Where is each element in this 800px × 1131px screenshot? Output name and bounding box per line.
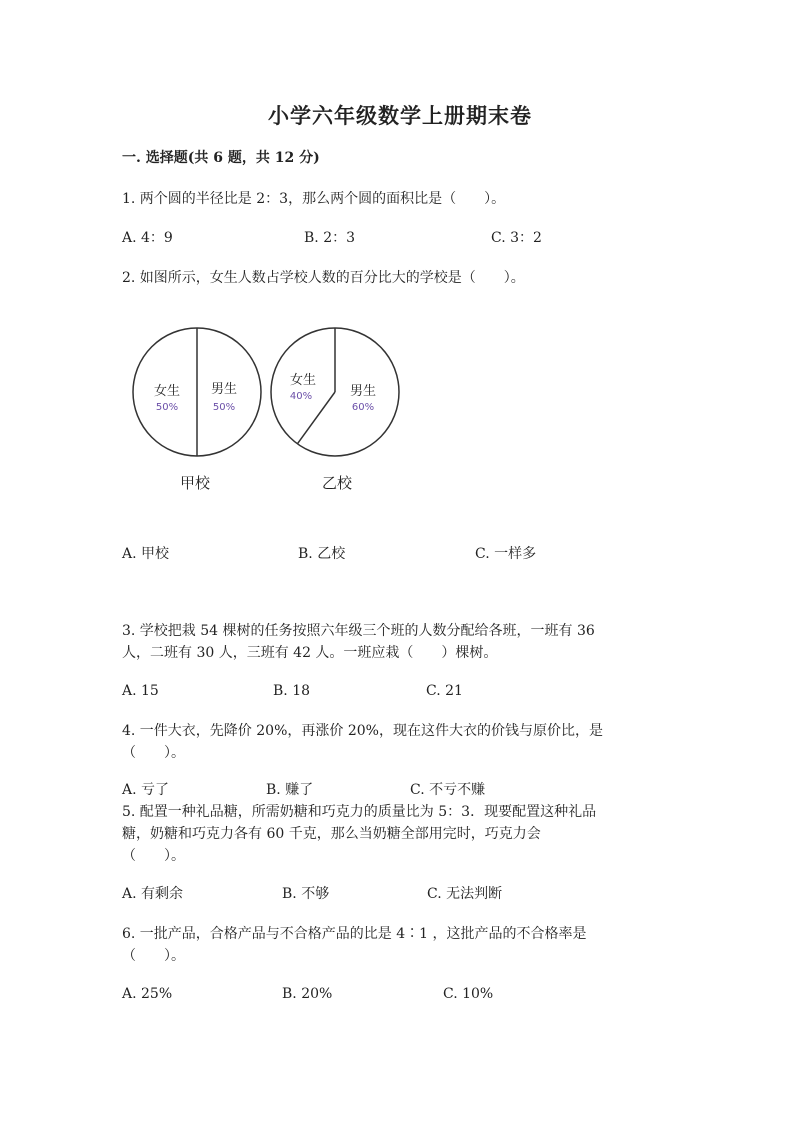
question-5-text-line1: 5. 配置一种礼品糖，所需奶糖和巧克力的质量比为 5：3．现要配置这种礼品 bbox=[122, 804, 597, 820]
question-6-text-line2: （ ）。 bbox=[122, 948, 185, 964]
pie-a-boys-pct: 50% bbox=[212, 402, 236, 413]
question-5-text-line3: （ ）。 bbox=[122, 848, 185, 864]
question-6-option-a[interactable]: A. 25% bbox=[122, 986, 173, 1002]
question-3-text-line2: 人，二班有 30 人，三班有 42 人。一班应栽（ ）棵树。 bbox=[122, 645, 498, 661]
question-2-option-c[interactable]: C. 一样多 bbox=[475, 546, 537, 562]
pie-chart-school-a bbox=[133, 328, 261, 492]
question-6-option-b[interactable]: B. 20% bbox=[282, 986, 333, 1002]
pie-a-girls-label: 女生 bbox=[153, 384, 181, 399]
question-2-text: 2. 如图所示，女生人数占学校人数的百分比大的学校是（ ）。 bbox=[122, 270, 525, 286]
question-5-text-line2: 糖，奶糖和巧克力各有 60 千克，那么当奶糖全部用完时，巧克力会 bbox=[122, 826, 541, 842]
question-3-option-b[interactable]: B. 18 bbox=[273, 683, 311, 699]
page-title: 小学六年级数学上册期末卷 bbox=[268, 103, 532, 128]
question-4-text-line2: （ ）。 bbox=[122, 745, 185, 761]
question-4-option-c[interactable]: C. 不亏不赚 bbox=[410, 782, 486, 798]
question-6-text-line1: 6. 一批产品，合格产品与不合格产品的比是 4∶1 ，这批产品的不合格率是 bbox=[122, 926, 587, 942]
question-4-option-a[interactable]: A. 亏了 bbox=[122, 782, 170, 798]
pie-a-girls-pct: 50% bbox=[155, 402, 179, 413]
question-4-option-b[interactable]: B. 赚了 bbox=[266, 782, 314, 798]
pie-b-girls-label: 女生 bbox=[289, 373, 317, 388]
pie-a-boys-label: 男生 bbox=[210, 382, 238, 397]
pie-b-boys-label: 男生 bbox=[349, 384, 377, 399]
question-1-option-b[interactable]: B. 2：3 bbox=[304, 230, 356, 246]
school-pie-figure bbox=[125, 322, 425, 502]
question-5-option-c[interactable]: C. 无法判断 bbox=[427, 886, 503, 902]
question-1-option-a[interactable]: A. 4：9 bbox=[122, 230, 173, 246]
question-4-text-line1: 4. 一件大衣，先降价 20%，再涨价 20%，现在这件大衣的价钱与原价比，是 bbox=[122, 723, 603, 739]
question-2-option-a[interactable]: A. 甲校 bbox=[122, 546, 170, 562]
pie-a-school-name: 甲校 bbox=[179, 474, 211, 492]
question-3-option-a[interactable]: A. 15 bbox=[122, 683, 159, 699]
question-3-option-c[interactable]: C. 21 bbox=[426, 683, 463, 699]
pie-b-boys-pct: 60% bbox=[351, 402, 375, 413]
pie-b-school-name: 乙校 bbox=[321, 474, 353, 492]
pie-chart-school-b bbox=[271, 328, 399, 492]
question-1-option-c[interactable]: C. 3：2 bbox=[491, 230, 542, 246]
question-2-option-b[interactable]: B. 乙校 bbox=[298, 546, 346, 562]
question-1-text: 1. 两个圆的半径比是 2：3，那么两个圆的面积比是（ ）。 bbox=[122, 191, 506, 207]
question-5-option-b[interactable]: B. 不够 bbox=[282, 886, 330, 902]
question-3-text-line1: 3. 学校把栽 54 棵树的任务按照六年级三个班的人数分配给各班，一班有 36 bbox=[122, 623, 595, 639]
question-5-option-a[interactable]: A. 有剩余 bbox=[122, 886, 184, 902]
question-6-option-c[interactable]: C. 10% bbox=[443, 986, 494, 1002]
section-heading: 一. 选择题(共 6 题，共 12 分) bbox=[122, 150, 320, 166]
pie-b-girls-pct: 40% bbox=[289, 391, 313, 402]
